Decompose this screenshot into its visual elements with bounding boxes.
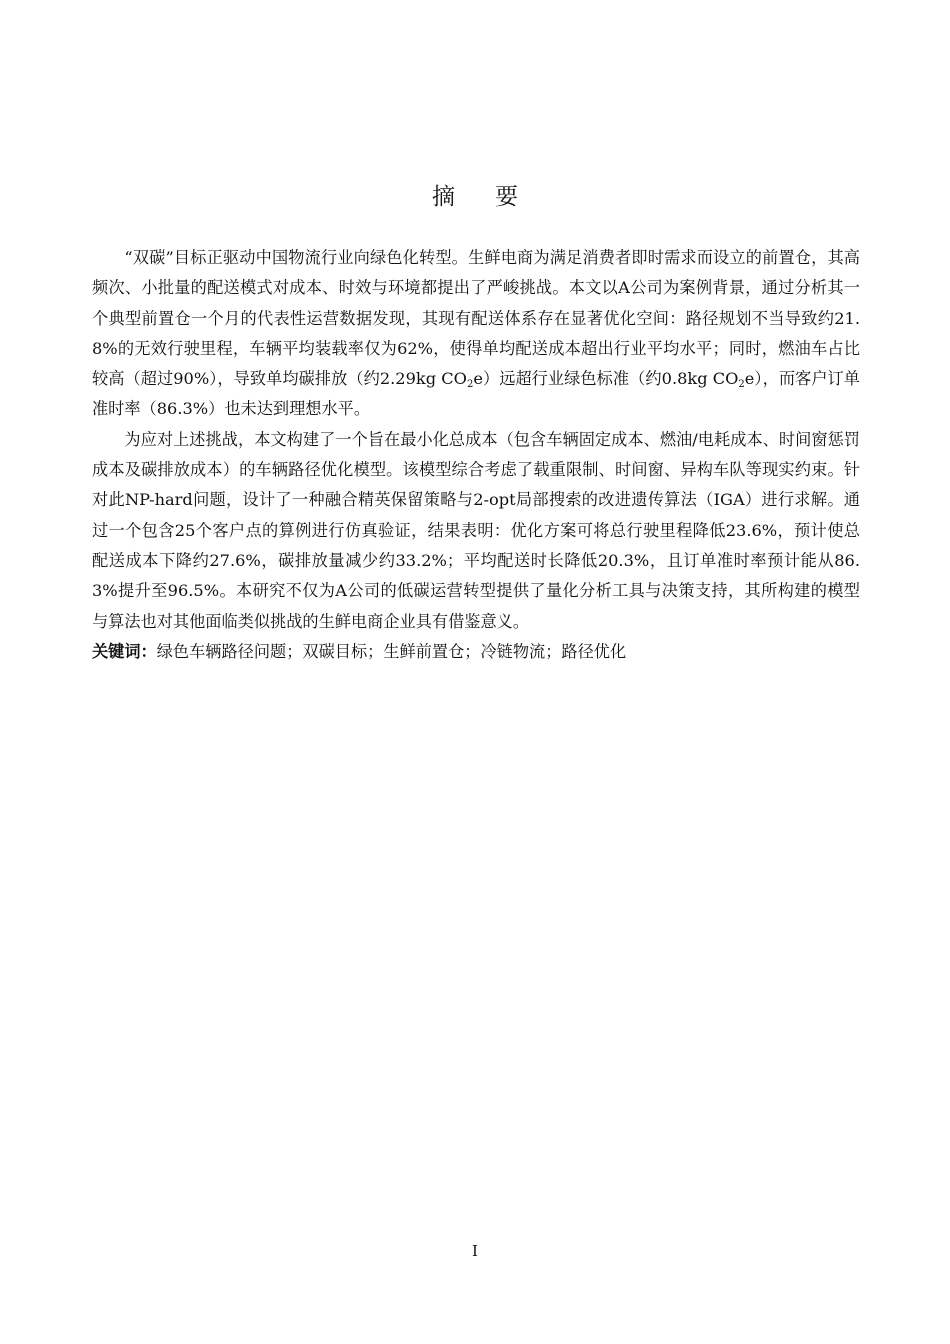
keywords-line	[92, 637, 860, 667]
abstract-paragraph-1	[92, 243, 860, 425]
paragraph-1-text-b: e）远超行业绿色标准（约0.8kg CO	[473, 369, 739, 389]
abstract-paragraph-2: 为应对上述挑战，本文构建了一个旨在最小化总成本（包含车辆固定成本、燃油/电耗成本、时间窗惩罚成本及碳排放成本）的车辆路径优化模型。该模型综合考虑了载重限制、时间窗、异构车队等现实约束。针对此NP-hard问题，设计了一种融合精英保留策略与2-opt局部搜索的改进遗传算法（IGA）进行求解。通过一个包含25个客户点的算例进行仿真验证，结果表明：优化方案可将总行驶里程降低23.6%，预计使总配送成本下降约27.6%，碳排放量减少约33.2%；平均配送时长降低20.3%，且订单准时率预计能从86.3%提升至96.5%。本研究不仅为A公司的低碳运营转型提供了量化分析工具与决策支持，其所构建的模型与算法也对其他面临类似挑战的生鲜电商企业具有借鉴意义。	[92, 429, 860, 631]
co2-subscript-2: 2	[738, 379, 745, 391]
abstract-title: 摘要	[432, 184, 558, 210]
page-number: I	[472, 1242, 478, 1260]
keywords-label: 关键词：	[92, 641, 157, 661]
abstract-body	[92, 243, 860, 667]
keywords-text: 绿色车辆路径问题；双碳目标；生鲜前置仓；冷链物流；路径优化	[156, 641, 627, 661]
co2-subscript-1: 2	[466, 379, 474, 391]
paragraph-1-text-c: e），而客户订单准时率（86.3%）也未达到理想水平。	[92, 369, 860, 419]
paragraph-1-text-a: “双碳”目标正驱动中国物流行业向绿色化转型。生鲜电商为满足消费者即时需求而设立的前置仓，其高频次、小批量的配送模式对成本、时效与环境都提出了严峻挑战。本文以A公司为案例背景，通过分析其一个典型前置仓一个月的代表性运营数据发现，其现有配送体系存在显著优化空间：路径规划不当导致约21.8%的无效行驶里程，车辆平均装载率仅为62%，使得单均配送成本超出行业平均水平；同时，燃油车占比较高（超过90%），导致单均碳排放（约2.29kg CO	[92, 248, 860, 389]
